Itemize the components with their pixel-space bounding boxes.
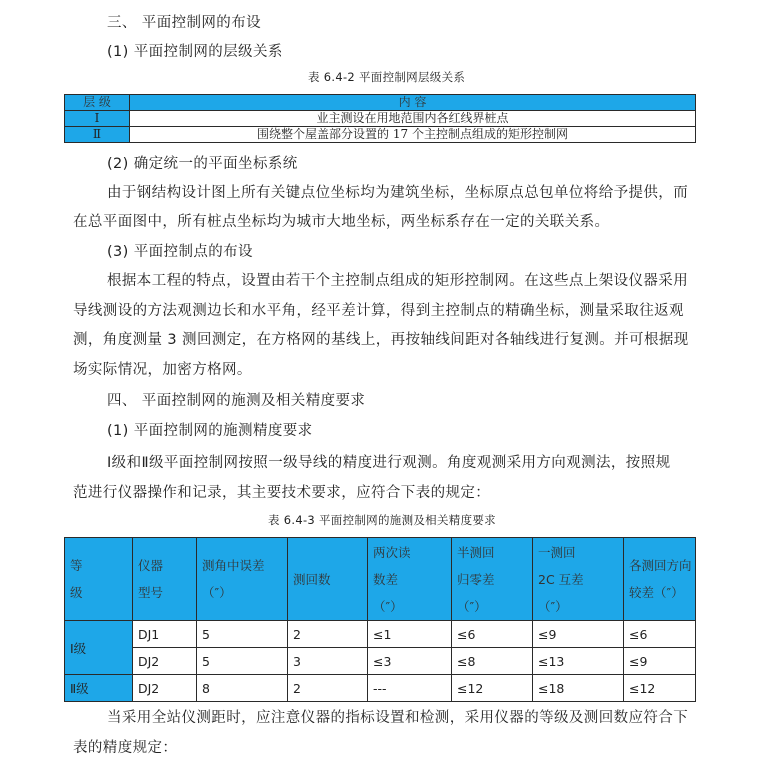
- section-3-heading: 三、 平面控制网的布设: [107, 15, 262, 31]
- table-cell: ≤9: [624, 648, 696, 675]
- subsection-2-heading: (2) 确定统一的平面坐标系统: [107, 156, 298, 172]
- header-rounds: [288, 538, 368, 621]
- header-text: 等: [70, 558, 83, 573]
- header-text: 仪器: [138, 558, 164, 573]
- paragraph-line: 表的精度规定：: [73, 740, 178, 756]
- header-text: 型号: [138, 585, 164, 600]
- table-cell: ≤6: [452, 621, 533, 648]
- header-text: 数差: [373, 571, 399, 587]
- paragraph-line: 测，角度测量 3 测回测定，在方格网的基线上，再按轴线间距对各轴线进行复测。并可根据现: [73, 332, 689, 348]
- table-1-caption: 表 6.4-2 平面控制网层级关系: [308, 70, 466, 84]
- header-half-round: [452, 538, 533, 621]
- table-cell: ≤8: [452, 648, 533, 675]
- hierarchy-table: [64, 94, 696, 143]
- header-text: 各测回方向: [629, 558, 692, 573]
- table-row: [65, 111, 696, 127]
- header-text: （″）: [457, 598, 487, 614]
- header-content: 内 容: [130, 95, 696, 111]
- header-text: 两次读: [373, 544, 411, 560]
- header-reading-diff: [368, 538, 452, 621]
- header-text: 2C 互差: [538, 571, 584, 587]
- table-cell: DJ1: [133, 621, 197, 648]
- table-2-header: [65, 538, 696, 621]
- table-cell: ---: [368, 675, 452, 702]
- header-text: 半测回: [457, 544, 495, 560]
- header-angle-error: [197, 538, 288, 621]
- subsection-1-heading: (1) 平面控制网的层级关系: [107, 44, 283, 60]
- table-2-caption: 表 6.4-3 平面控制网的施测及相关精度要求: [268, 513, 496, 527]
- header-text: 级: [70, 585, 83, 600]
- header-direction-diff: [624, 538, 696, 621]
- table-cell: ≤9: [533, 621, 624, 648]
- paragraph-line: 当采用全站仪测距时，应注意仪器的指标设置和检测，采用仪器的等级及测回数应符合下: [107, 710, 689, 726]
- table-cell: ≤12: [452, 675, 533, 702]
- content-cell: 业主测设在用地范围内各红线界桩点: [130, 111, 696, 127]
- table-cell: ≤3: [368, 648, 452, 675]
- header-text: 测回数: [293, 571, 331, 587]
- header-text: 较差（″）: [629, 585, 684, 600]
- table-cell: ≤13: [533, 648, 624, 675]
- table-cell: DJ2: [133, 675, 197, 702]
- paragraph-line: 导线测设的方法观测边长和水平角，经平差计算，得到主控制点的精确坐标，测量采取往返观: [73, 303, 684, 319]
- subsection-3-heading: (3) 平面控制点的布设: [107, 244, 253, 260]
- paragraph-line: 场实际情况，加密方格网。: [73, 362, 252, 378]
- table-row: [65, 621, 696, 648]
- table-cell: ≤6: [624, 621, 696, 648]
- header-grade: [65, 538, 133, 621]
- header-2c-diff: [533, 538, 624, 621]
- table-1-header: [65, 95, 696, 111]
- header-text: （″）: [202, 585, 232, 600]
- table-cell: ≤1: [368, 621, 452, 648]
- header-instrument: [133, 538, 197, 621]
- table-cell: 2: [288, 621, 368, 648]
- table-cell: 2: [288, 675, 368, 702]
- paragraph-line: 由于钢结构设计图上所有关键点位坐标均为建筑坐标，坐标原点总包单位将给予提供，而: [107, 185, 689, 201]
- grade-cell: Ⅰ级: [65, 621, 133, 675]
- table-cell: 3: [288, 648, 368, 675]
- table-cell: DJ2: [133, 648, 197, 675]
- content-cell: 围绕整个屋盖部分设置的 17 个主控制点组成的矩形控制网: [130, 127, 696, 143]
- header-level: 层 级: [65, 95, 130, 111]
- table-row: [65, 127, 696, 143]
- level-cell: Ⅱ: [65, 127, 130, 143]
- header-text: （″）: [538, 598, 568, 614]
- header-text: （″）: [373, 598, 403, 614]
- table-row: [65, 675, 696, 702]
- table-row: [65, 648, 696, 675]
- table-cell: ≤12: [624, 675, 696, 702]
- paragraph-line: Ⅰ级和Ⅱ级平面控制网按照一级导线的精度进行观测。角度观测采用方向观测法，按照规: [107, 455, 671, 471]
- section-4-heading: 四、 平面控制网的施测及相关精度要求: [107, 393, 366, 409]
- level-cell: Ⅰ: [65, 111, 130, 127]
- subsection-1-heading: (1) 平面控制网的施测精度要求: [107, 423, 313, 439]
- precision-table: [64, 537, 696, 702]
- table-cell: 5: [197, 621, 288, 648]
- header-text: 测角中误差: [202, 558, 265, 573]
- paragraph-line: 在总平面图中，所有桩点坐标均为城市大地坐标，两坐标系存在一定的关联关系。: [73, 214, 610, 230]
- table-cell: ≤18: [533, 675, 624, 702]
- paragraph-line: 根据本工程的特点，设置由若干个主控制点组成的矩形控制网。在这些点上架设仪器采用: [107, 273, 689, 289]
- table-cell: 8: [197, 675, 288, 702]
- table-cell: 5: [197, 648, 288, 675]
- paragraph-line: 范进行仪器操作和记录，其主要技术要求，应符合下表的规定：: [73, 485, 491, 501]
- header-text: 一测回: [538, 544, 576, 560]
- header-text: 归零差: [457, 571, 495, 587]
- grade-cell: Ⅱ级: [65, 675, 133, 702]
